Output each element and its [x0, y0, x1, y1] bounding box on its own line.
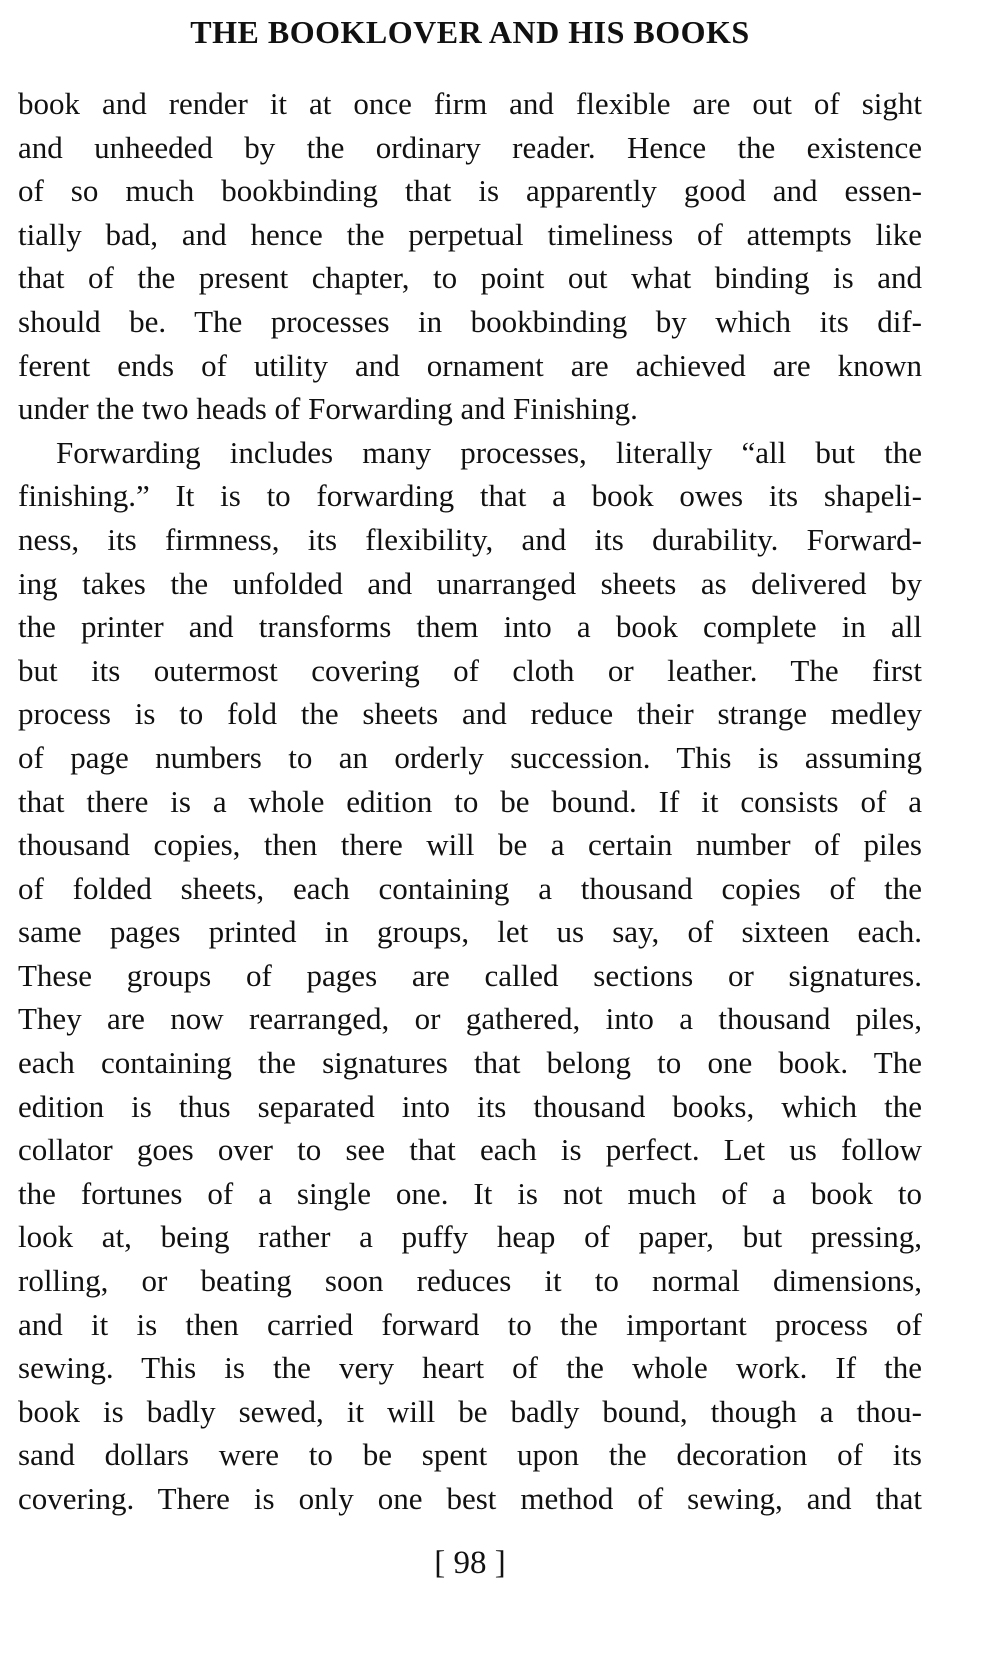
text-line: thousand copies, then there will be a certain number of piles [18, 827, 922, 863]
text-line: sand dollars were to be spent upon the decoration of its [18, 1437, 922, 1473]
text-line: tially bad, and hence the perpetual timeliness of attempts like [18, 216, 922, 252]
paragraph [18, 431, 922, 1521]
text-line: rolling, or beating soon reduces it to normal dimensions, [18, 1263, 922, 1299]
text-line: process is to fold the sheets and reduce their strange medley [18, 696, 922, 732]
text-line: edition is thus separated into its thousand books, which the [18, 1088, 922, 1124]
text-line: covering. There is only one best method of sewing, and that [18, 1481, 922, 1516]
text-line: that there is a whole edition to be bound. If it consists of a [18, 783, 922, 819]
running-head: THE BOOKLOVER AND HIS BOOKS [190, 14, 750, 50]
text-line: should be. The processes in bookbinding by which its dif- [18, 303, 922, 339]
text-line: ness, its firmness, its flexibility, and its durability. Forward- [18, 521, 922, 557]
text-line: of folded sheets, each containing a thousand copies of the [18, 870, 922, 906]
text-line: These groups of pages are called sections or signatures. [18, 957, 922, 993]
text-line: book and render it at once firm and flexible are out of sight [18, 86, 922, 121]
text-line: book is badly sewed, it will be badly bound, though a thou- [18, 1393, 922, 1429]
text-line: sewing. This is the very heart of the whole work. If the [18, 1350, 922, 1386]
text-line: collator goes over to see that each is perfect. Let us follow [18, 1132, 922, 1168]
text-line: and unheeded by the ordinary reader. Hence the existence [18, 129, 922, 165]
text-line: Forwarding includes many processes, literally “all but the [56, 434, 922, 470]
paragraph [18, 82, 922, 431]
page-number: [ 98 ] [434, 1545, 506, 1581]
text-line: of so much bookbinding that is apparently good and essen- [18, 173, 922, 209]
text-line: each containing the signatures that belong to one book. The [18, 1045, 922, 1081]
text-line: and it is then carried forward to the important process of [18, 1306, 922, 1342]
text-line: that of the present chapter, to point out what binding is and [18, 260, 922, 296]
body-text [18, 82, 922, 1521]
text-line: They are now rearranged, or gathered, into a thousand piles, [18, 1001, 922, 1037]
text-line: the printer and transforms them into a book complete in all [18, 609, 922, 645]
text-line: of page numbers to an orderly succession. This is assuming [18, 739, 922, 775]
text-line: ferent ends of utility and ornament are achieved are known [18, 347, 922, 383]
text-line: the fortunes of a single one. It is not much of a book to [18, 1175, 922, 1211]
text-line: finishing.” It is to forwarding that a book owes its shapeli- [18, 478, 922, 514]
text-line: same pages printed in groups, let us say, of sixteen each. [18, 914, 922, 950]
text-line: but its outermost covering of cloth or leather. The first [18, 652, 922, 688]
text-line: under the two heads of Forwarding and Finishing. [18, 391, 638, 427]
text-line: look at, being rather a puffy heap of paper, but pressing, [18, 1219, 922, 1255]
text-line: ing takes the unfolded and unarranged sheets as delivered by [18, 565, 922, 601]
